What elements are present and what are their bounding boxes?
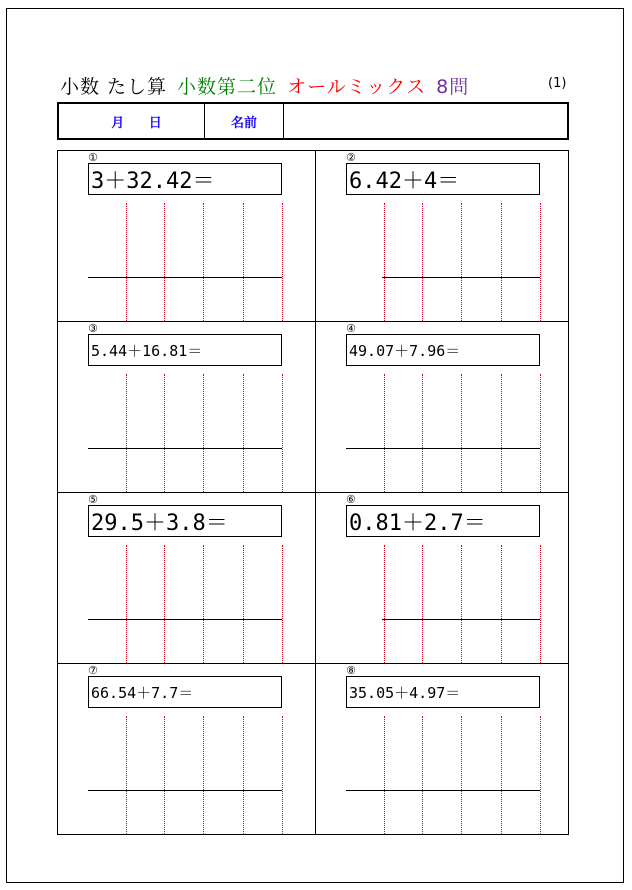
- digit-guide-line: [501, 545, 502, 663]
- digit-guide-line: [164, 716, 165, 834]
- day-label: 日: [148, 115, 162, 131]
- problem-grid: [57, 150, 569, 835]
- problem-number: ⑥: [346, 493, 356, 506]
- digit-guide-line: [422, 374, 423, 492]
- worksheet-title: [60, 72, 479, 99]
- name-label: 名前: [205, 104, 284, 138]
- problem-number: ②: [346, 151, 356, 164]
- problem-cell: [316, 664, 571, 834]
- digit-guide-line: [461, 545, 462, 663]
- digit-guide-line: [243, 374, 244, 492]
- digit-guide-line: [422, 545, 423, 663]
- title-mix: オールミックス: [287, 76, 427, 98]
- digit-guide-line: [203, 545, 204, 663]
- answer-line: [346, 448, 540, 449]
- answer-line: [88, 448, 282, 449]
- answer-line: [382, 619, 540, 620]
- digit-guide-line: [282, 545, 283, 663]
- title-count: 8問: [436, 76, 470, 98]
- problem-cell: [58, 151, 313, 321]
- problem-expression: 49.07＋7.96＝: [346, 334, 540, 366]
- digit-guide-line: [384, 203, 385, 321]
- name-date-header: [57, 102, 569, 140]
- problem-expression: 29.5＋3.8＝: [88, 505, 282, 537]
- answer-line: [346, 790, 540, 791]
- problem-number: ⑦: [88, 664, 98, 677]
- digit-guide-line: [540, 203, 541, 321]
- set-number: (1): [548, 76, 567, 91]
- digit-guide-line: [384, 374, 385, 492]
- digit-guide-line: [203, 374, 204, 492]
- digit-guide-line: [384, 716, 385, 834]
- problem-expression: 5.44＋16.81＝: [88, 334, 282, 366]
- digit-guide-line: [164, 203, 165, 321]
- date-field[interactable]: [59, 104, 205, 138]
- answer-line: [88, 619, 282, 620]
- answer-line: [88, 277, 282, 278]
- answer-line: [382, 277, 540, 278]
- problem-cell: [58, 493, 313, 663]
- digit-guide-line: [282, 374, 283, 492]
- digit-guide-line: [126, 203, 127, 321]
- month-label: 月: [111, 115, 125, 131]
- problem-number: ③: [88, 322, 98, 335]
- digit-guide-line: [540, 716, 541, 834]
- digit-guide-line: [501, 203, 502, 321]
- digit-guide-line: [282, 203, 283, 321]
- problem-expression: 6.42＋4＝: [346, 163, 540, 195]
- digit-guide-line: [164, 374, 165, 492]
- problem-expression: 35.05＋4.97＝: [346, 676, 540, 708]
- title-level: 小数第二位: [177, 76, 278, 98]
- problem-cell: [58, 664, 313, 834]
- problem-expression: 66.54＋7.7＝: [88, 676, 282, 708]
- digit-guide-line: [461, 374, 462, 492]
- digit-guide-line: [126, 716, 127, 834]
- digit-guide-line: [126, 374, 127, 492]
- digit-guide-line: [501, 716, 502, 834]
- digit-guide-line: [243, 545, 244, 663]
- digit-guide-line: [243, 716, 244, 834]
- problem-number: ⑤: [88, 493, 98, 506]
- digit-guide-line: [126, 545, 127, 663]
- name-field[interactable]: [284, 104, 567, 138]
- digit-guide-line: [461, 203, 462, 321]
- digit-guide-line: [282, 716, 283, 834]
- digit-guide-line: [540, 545, 541, 663]
- problem-cell: [316, 151, 571, 321]
- problem-number: ⑧: [346, 664, 356, 677]
- digit-guide-line: [461, 716, 462, 834]
- problem-number: ④: [346, 322, 356, 335]
- digit-guide-line: [384, 545, 385, 663]
- digit-guide-line: [203, 203, 204, 321]
- title-subject: 小数 たし算: [60, 76, 168, 98]
- digit-guide-line: [164, 545, 165, 663]
- digit-guide-line: [501, 374, 502, 492]
- digit-guide-line: [203, 716, 204, 834]
- problem-cell: [316, 493, 571, 663]
- digit-guide-line: [540, 374, 541, 492]
- digit-guide-line: [422, 716, 423, 834]
- problem-cell: [316, 322, 571, 492]
- problem-number: ①: [88, 151, 98, 164]
- problem-expression: 0.81＋2.7＝: [346, 505, 540, 537]
- problem-expression: 3＋32.42＝: [88, 163, 282, 195]
- digit-guide-line: [243, 203, 244, 321]
- answer-line: [88, 790, 282, 791]
- problem-cell: [58, 322, 313, 492]
- digit-guide-line: [422, 203, 423, 321]
